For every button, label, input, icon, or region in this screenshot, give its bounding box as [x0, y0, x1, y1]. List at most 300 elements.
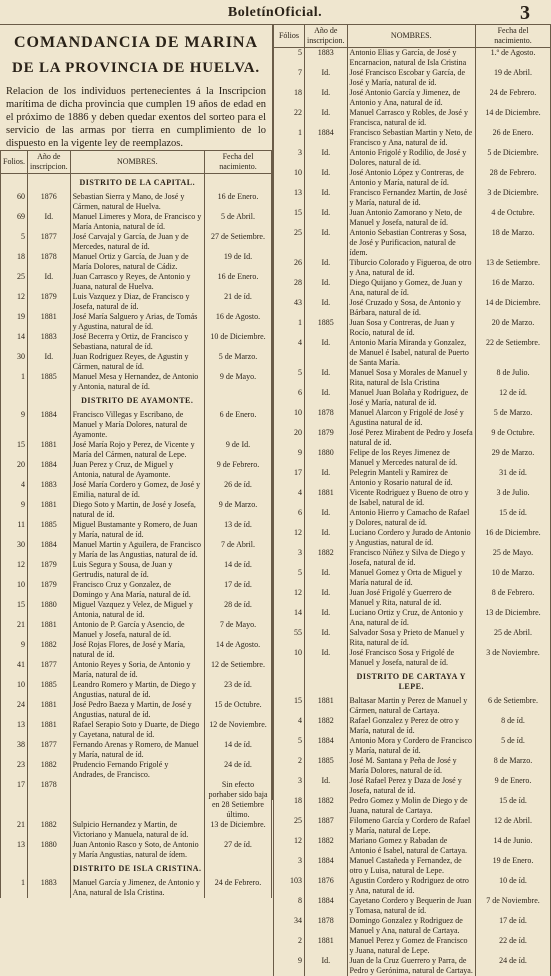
birth-date-cell: 3 de Noviembre. — [476, 648, 551, 668]
folio-cell: 12 — [274, 528, 305, 548]
name-cell: Manuel Perez y Gomez de Francisco y Juana, natural de Lepe. — [347, 936, 475, 956]
table-row — [274, 696, 551, 716]
year-cell: 1882 — [305, 548, 348, 568]
folio-cell: 14 — [1, 332, 28, 352]
folio-cell: 3 — [274, 856, 305, 876]
year-cell: 1885 — [305, 756, 348, 776]
birth-date-cell: 10 de Diciembre. — [205, 332, 272, 352]
name-cell: Manuel Carrasco y Robles, de José y Francisca, natural de íd. — [347, 108, 475, 128]
table-row — [1, 440, 272, 460]
table-row — [274, 608, 551, 628]
year-cell: 1881 — [305, 488, 348, 508]
folio-cell: 1 — [1, 372, 28, 392]
empty-cell — [274, 668, 305, 696]
year-cell: 1887 — [305, 816, 348, 836]
table-row — [1, 332, 272, 352]
folio-cell: 17 — [274, 468, 305, 488]
year-cell: Id. — [305, 108, 348, 128]
table-row — [1, 372, 272, 392]
name-cell: Francisco Villegas y Escribano, de Manuel y María Dolores, natural de Ayamonte. — [70, 410, 204, 440]
page-number: 3 — [520, 2, 530, 24]
year-cell: 1884 — [28, 460, 71, 480]
table-row — [274, 108, 551, 128]
folio-cell: 15 — [1, 440, 28, 460]
year-cell: 1883 — [305, 48, 348, 69]
birth-date-cell: 19 de Abril. — [476, 68, 551, 88]
birth-date-cell: 13 de íd. — [205, 520, 272, 540]
name-cell: Antonio Mora y Cordero de Francisco y María, natural de íd. — [347, 736, 475, 756]
folio-cell: 18 — [274, 796, 305, 816]
birth-date-cell: 5 de íd. — [476, 736, 551, 756]
year-cell: 1879 — [305, 428, 348, 448]
year-cell: 1878 — [305, 408, 348, 428]
name-cell: Rafael Serapio Soto y Duarte, de Diego y Cayetana, natural de íd. — [70, 720, 204, 740]
name-cell: Agustin Cordero y Rodriguez de otro y Ana, natural de íd. — [347, 876, 475, 896]
birth-date-cell: 7 de Noviembre. — [476, 896, 551, 916]
table-row — [274, 388, 551, 408]
folio-cell: 6 — [274, 388, 305, 408]
table-row — [1, 252, 272, 272]
birth-date-cell: 16 de Enero. — [205, 192, 272, 212]
name-cell: José María Cordero y Gomez, de José y Emilia, natural de íd. — [70, 480, 204, 500]
year-cell: 1885 — [28, 520, 71, 540]
birth-date-cell: 9 de Febrero. — [205, 460, 272, 480]
folio-cell: 24 — [1, 700, 28, 720]
table-row — [274, 488, 551, 508]
table-row — [1, 272, 272, 292]
folio-cell: 8 — [274, 896, 305, 916]
folio-cell: 15 — [1, 600, 28, 620]
empty-cell — [1, 174, 28, 193]
year-cell: 1878 — [28, 780, 71, 820]
folio-cell: 18 — [274, 88, 305, 108]
year-cell: Id. — [305, 258, 348, 278]
folio-cell: 20 — [274, 428, 305, 448]
table-row — [274, 796, 551, 816]
folio-cell: 25 — [274, 228, 305, 258]
year-cell: Id. — [305, 338, 348, 368]
table-row — [274, 278, 551, 298]
folio-cell: 5 — [274, 368, 305, 388]
birth-date-cell: 16 de Marzo. — [476, 278, 551, 298]
folio-cell: 9 — [274, 956, 305, 976]
name-cell: Juan Antonio Zamorano y Neto, de Manuel y Josefa, natural de íd. — [347, 208, 475, 228]
birth-date-cell: 9 de Octubre. — [476, 428, 551, 448]
birth-date-cell: 19 de Id. — [205, 252, 272, 272]
name-cell: Felipe de los Reyes Jimenez de Manuel y Mercedes natural de íd. — [347, 448, 475, 468]
folio-cell: 3 — [274, 776, 305, 796]
district-heading: DISTRITO DE AYAMONTE. — [70, 392, 204, 410]
year-cell: 1881 — [28, 500, 71, 520]
birth-date-cell: 12 de Setiembre. — [205, 660, 272, 680]
name-cell: Manuel Limeres y Mora, de Francisco y María Antonia, natural de íd. — [70, 212, 204, 232]
birth-date-cell: 13 de Setiembre. — [476, 258, 551, 278]
folio-cell: 13 — [1, 720, 28, 740]
table-row — [274, 338, 551, 368]
district-heading: DISTRITO DE CARTAYA Y LEPE. — [347, 668, 475, 696]
name-cell: José Rafael Perez y Daza de José y Josefa, natural de íd. — [347, 776, 475, 796]
folio-cell: 10 — [274, 168, 305, 188]
year-cell: 1883 — [28, 480, 71, 500]
birth-date-cell: 15 de íd. — [476, 796, 551, 816]
folio-cell: 14 — [274, 608, 305, 628]
name-cell: Prudencio Fernando Frigolé y Andrades, de Francisco. — [70, 760, 204, 780]
name-cell: José Francisco Escobar y García, de José y María, natural de íd. — [347, 68, 475, 88]
registry-table-left — [0, 150, 272, 898]
table-row — [1, 312, 272, 332]
folio-cell: 21 — [1, 820, 28, 840]
birth-date-cell: 5 de Marzo. — [205, 352, 272, 372]
year-cell: 1880 — [305, 448, 348, 468]
birth-date-cell: 14 de Diciembre. — [476, 108, 551, 128]
table-row — [1, 840, 272, 860]
table-row — [1, 292, 272, 312]
birth-date-cell: 21 de íd. — [205, 292, 272, 312]
year-cell: 1877 — [28, 660, 71, 680]
name-cell: Vicente Rodriguez y Bueno de otro y de Isabel, natural de íd. — [347, 488, 475, 508]
folio-cell: 10 — [1, 680, 28, 700]
table-row — [1, 760, 272, 780]
year-cell: 1881 — [28, 312, 71, 332]
folio-cell: 103 — [274, 876, 305, 896]
folio-cell: 20 — [1, 460, 28, 480]
name-cell: José Rojas Flores, de José y María, natural de íd. — [70, 640, 204, 660]
folio-cell: 4 — [274, 338, 305, 368]
year-cell: 1878 — [305, 916, 348, 936]
district-heading: DISTRITO DE ISLA CRISTINA. — [70, 860, 204, 878]
name-cell: Sulpicio Hernandez y Martin, de Victoriano y Manuela, natural de íd. — [70, 820, 204, 840]
birth-date-cell: 12 de Abril. — [476, 816, 551, 836]
name-cell: Manuel Ortiz y García, de Juan y de María Dolores, natural de Cádiz. — [70, 252, 204, 272]
birth-date-cell: 6 de Enero. — [205, 410, 272, 440]
col-folios: Fólios — [274, 25, 305, 48]
year-cell: 1884 — [28, 540, 71, 560]
name-cell: Manuel Martin y Aguilera, de Francisco y María de las Angustias, natural de íd. — [70, 540, 204, 560]
empty-cell — [28, 174, 71, 193]
year-cell: Id. — [305, 188, 348, 208]
table-row — [1, 620, 272, 640]
name-cell: Miguel Bustamante y Romero, de Juan y María, natural de íd. — [70, 520, 204, 540]
table-row — [274, 568, 551, 588]
table-row — [274, 228, 551, 258]
name-cell: Juan Antonio Rasco y Soto, de Antonio y María Angustias, natural de ídem. — [70, 840, 204, 860]
table-row — [274, 148, 551, 168]
folio-cell: 34 — [274, 916, 305, 936]
table-row — [1, 720, 272, 740]
folio-cell: 23 — [1, 760, 28, 780]
table-row — [1, 410, 272, 440]
folio-cell: 21 — [1, 620, 28, 640]
document-title: COMANDANCIA DE MARINA — [13, 34, 259, 51]
table-row — [274, 716, 551, 736]
year-cell: 1879 — [28, 560, 71, 580]
name-cell: Luis Vazquez y Diaz, de Francisco y Josefa, natural de íd. — [70, 292, 204, 312]
name-cell: Cayetano Cordero y Bequerin de Juan y Tomasa, natural de íd. — [347, 896, 475, 916]
name-cell: Mariano Gomez y Rabadan de Antonio é Isabel, natural de Cartaya. — [347, 836, 475, 856]
name-cell: Francisco Núñez y Silva de Diego y Josefa, natural de íd. — [347, 548, 475, 568]
folio-cell: 13 — [274, 188, 305, 208]
year-cell: Id. — [28, 212, 71, 232]
birth-date-cell: 28 de Febrero. — [476, 168, 551, 188]
birth-date-cell: 13 de Diciembre. — [476, 608, 551, 628]
folio-cell: 43 — [274, 298, 305, 318]
table-row — [274, 588, 551, 608]
table-row — [274, 48, 551, 69]
name-cell: Leandro Romero y Martin, de Diego y Angustias, natural de íd. — [70, 680, 204, 700]
birth-date-cell: 5 de Abril. — [205, 212, 272, 232]
folio-cell: 25 — [1, 272, 28, 292]
table-row — [1, 780, 272, 820]
folio-cell: 1 — [274, 128, 305, 148]
year-cell: Id. — [305, 368, 348, 388]
year-cell: 1885 — [28, 372, 71, 392]
year-cell: 1882 — [28, 820, 71, 840]
birth-date-cell: 27 de íd. — [205, 840, 272, 860]
birth-date-cell: 25 de Mayo. — [476, 548, 551, 568]
table-row — [1, 660, 272, 680]
year-cell: Id. — [305, 956, 348, 976]
table-row — [274, 408, 551, 428]
table-row — [1, 580, 272, 600]
year-cell: 1881 — [28, 720, 71, 740]
birth-date-cell: 9 de Id. — [205, 440, 272, 460]
table-row — [1, 480, 272, 500]
birth-date-cell: 8 de íd. — [476, 716, 551, 736]
name-cell: Manuel Mesa y Hernandez, de Antonio y Antonia, natural de íd. — [70, 372, 204, 392]
col-date: Fecha del nacimiento. — [476, 25, 551, 48]
folio-cell: 4 — [274, 716, 305, 736]
left-column — [0, 24, 272, 897]
year-cell: 1881 — [305, 936, 348, 956]
name-cell: Juan Perez y Cruz, de Miguel y Antonia, natural de Ayamonte. — [70, 460, 204, 480]
birth-date-cell: 9 de Mayo. — [205, 372, 272, 392]
name-cell: Luciano Ortiz y Cruz, de Antonio y Ana, natural de íd. — [347, 608, 475, 628]
table-row — [274, 188, 551, 208]
name-cell: Manuel Castañeda y Fernandez, de otro y Luisa, natural de Lepe. — [347, 856, 475, 876]
table-row — [1, 878, 272, 898]
name-cell: Antonio de P. García y Asencio, de Manuel y Josefa, natural de íd. — [70, 620, 204, 640]
birth-date-cell: 5 de Marzo. — [476, 408, 551, 428]
name-cell: Domingo Gonzalez y Rodriguez de Manuel y Ana, natural de Cartaya. — [347, 916, 475, 936]
name-cell: José Pedro Baeza y Martin, de José y Angustias, natural de íd. — [70, 700, 204, 720]
folio-cell: 4 — [1, 480, 28, 500]
year-cell: Id. — [305, 208, 348, 228]
year-cell: Id. — [305, 468, 348, 488]
folio-cell: 7 — [274, 68, 305, 88]
birth-date-cell: 3 de Diciembre. — [476, 188, 551, 208]
year-cell: 1885 — [28, 680, 71, 700]
name-cell: Pedro Gomez y Molin de Diego y de Juana, natural de Cartaya. — [347, 796, 475, 816]
name-cell: Antonio Reyes y Soria, de Antonio y María, natural de íd. — [70, 660, 204, 680]
folio-cell: 15 — [274, 696, 305, 716]
folio-cell: 10 — [1, 580, 28, 600]
year-cell: 1881 — [305, 696, 348, 716]
year-cell: 1881 — [28, 440, 71, 460]
table-row — [274, 548, 551, 568]
table-row — [274, 896, 551, 916]
empty-cell — [28, 860, 71, 878]
folio-cell: 9 — [274, 448, 305, 468]
year-cell: 1880 — [28, 600, 71, 620]
birth-date-cell: 12 de Noviembre. — [205, 720, 272, 740]
year-cell: Id. — [28, 352, 71, 372]
empty-cell — [205, 392, 272, 410]
year-cell: Id. — [305, 528, 348, 548]
birth-date-cell: 22 de Setiembre. — [476, 338, 551, 368]
col-names: NOMBRES. — [70, 151, 204, 174]
year-cell: Id. — [305, 776, 348, 796]
name-cell: José Perez Mirabent de Pedro y Josefa natural de íd. — [347, 428, 475, 448]
year-cell: 1884 — [305, 128, 348, 148]
name-cell: Manuel Gomez y Orta de Miguel y María natural de íd. — [347, 568, 475, 588]
folio-cell: 6 — [274, 508, 305, 528]
birth-date-cell: 28 de íd. — [205, 600, 272, 620]
year-cell: 1883 — [28, 332, 71, 352]
folio-cell: 38 — [1, 740, 28, 760]
year-cell: 1885 — [305, 318, 348, 338]
name-cell: Luis Segura y Sousa, de Juan y Gertrudis, natural de íd. — [70, 560, 204, 580]
folio-cell: 28 — [274, 278, 305, 298]
table-row — [274, 816, 551, 836]
year-cell: Id. — [28, 272, 71, 292]
birth-date-cell: 16 de Enero. — [205, 272, 272, 292]
folio-cell: 4 — [274, 488, 305, 508]
table-row — [274, 936, 551, 956]
birth-date-cell: 6 de Setiembre. — [476, 696, 551, 716]
birth-date-cell: 10 de Marzo. — [476, 568, 551, 588]
birth-date-cell: 12 de íd. — [476, 388, 551, 408]
year-cell: 1877 — [28, 740, 71, 760]
table-row — [274, 508, 551, 528]
intro-paragraph: Relacion de los individuos pertenecientes á la Inscripcion marítima de dicha provincia que cumplen 19 años de edad en el próximo de 1886 y deben quedar exentos del sorteo para el servicio de las armas por tierra en cumplimiento de lo dispuesto en la vigente ley de reemplazos. — [6, 86, 266, 149]
birth-date-cell: 16 de Diciembre. — [476, 528, 551, 548]
empty-cell — [205, 174, 272, 193]
year-cell: 1881 — [28, 620, 71, 640]
table-row — [274, 298, 551, 318]
table-row — [274, 916, 551, 936]
name-cell: Juan Sosa y Contreras, de Juan y Rocío, natural de íd. — [347, 318, 475, 338]
name-cell: Francisco Sebastian Martin y Neto, de Francisco y Ana, natural de íd. — [347, 128, 475, 148]
birth-date-cell: 26 de íd. — [205, 480, 272, 500]
name-cell: Juan Rodriguez Reyes, de Agustin y Cármen, natural de íd. — [70, 352, 204, 372]
table-row — [274, 856, 551, 876]
col-year: Año de inscripcion. — [28, 151, 71, 174]
folio-cell: 12 — [274, 836, 305, 856]
registry-table-right — [273, 24, 551, 976]
table-row — [1, 600, 272, 620]
birth-date-cell: 17 de íd. — [205, 580, 272, 600]
year-cell: 1879 — [28, 292, 71, 312]
birth-date-cell: 18 de Marzo. — [476, 228, 551, 258]
year-cell: Id. — [305, 298, 348, 318]
year-cell: 1884 — [305, 736, 348, 756]
year-cell: 1881 — [28, 700, 71, 720]
birth-date-cell: 14 de Diciembre. — [476, 298, 551, 318]
year-cell: 1882 — [305, 836, 348, 856]
table-row — [274, 736, 551, 756]
year-cell: 1884 — [305, 896, 348, 916]
name-cell: Manuel Alarcon y Frigolé de José y Agustina natural de íd. — [347, 408, 475, 428]
table-row — [274, 88, 551, 108]
district-heading: DISTRITO DE LA CAPITAL. — [70, 174, 204, 193]
birth-date-cell: 4 de Octubre. — [476, 208, 551, 228]
year-cell: 1882 — [28, 640, 71, 660]
folio-cell: 69 — [1, 212, 28, 232]
table-row — [274, 628, 551, 648]
folio-cell: 22 — [274, 108, 305, 128]
table-row — [274, 876, 551, 896]
birth-date-cell: 14 de Agosto. — [205, 640, 272, 660]
name-cell: Manuel Juan Bolaña y Rodriguez, de José y María, natural de íd. — [347, 388, 475, 408]
table-row — [1, 500, 272, 520]
table-header — [274, 25, 551, 48]
folio-cell: 19 — [1, 312, 28, 332]
name-cell: Antonio Frigolé y Rodilio, de José y Dolores, natural de íd. — [347, 148, 475, 168]
empty-cell — [28, 392, 71, 410]
journal-title: BoletínOficial. — [227, 5, 323, 20]
name-cell: Fernando Arenas y Romero, de Manuel y María, natural de íd. — [70, 740, 204, 760]
birth-date-cell: 13 de Diciembre. — [205, 820, 272, 840]
year-cell: Id. — [305, 148, 348, 168]
birth-date-cell: 31 de íd. — [476, 468, 551, 488]
year-cell: 1877 — [28, 232, 71, 252]
folio-cell: 30 — [1, 352, 28, 372]
name-cell: Juan José Frigolé y Guerrero de Manuel y Rita, natural de íd. — [347, 588, 475, 608]
folio-cell: 1 — [274, 318, 305, 338]
folio-cell: 5 — [274, 568, 305, 588]
table-row — [1, 192, 272, 212]
birth-date-cell: 20 de Marzo. — [476, 318, 551, 338]
year-cell: Id. — [305, 278, 348, 298]
birth-date-cell: 23 de íd. — [205, 680, 272, 700]
folio-cell: 13 — [1, 840, 28, 860]
empty-cell — [205, 860, 272, 878]
name-cell: Diego Soto y Martin, de José y Josefa, natural de íd. — [70, 500, 204, 520]
birth-date-cell: 24 de Febrero. — [476, 88, 551, 108]
year-cell: 1879 — [28, 580, 71, 600]
empty-cell — [305, 668, 348, 696]
year-cell: 1878 — [28, 252, 71, 272]
year-cell: 1882 — [305, 796, 348, 816]
year-cell: Id. — [305, 568, 348, 588]
table-row — [274, 836, 551, 856]
name-cell: Manuel García y Jimenez, de Antonio y Ana, natural de Isla Cristina. — [70, 878, 204, 898]
birth-date-cell: 8 de Marzo. — [476, 756, 551, 776]
table-row — [274, 258, 551, 278]
birth-date-cell: 10 de íd. — [476, 876, 551, 896]
birth-date-cell: 15 de íd. — [476, 508, 551, 528]
birth-date-cell: 25 de Abril. — [476, 628, 551, 648]
year-cell: 1876 — [305, 876, 348, 896]
district-heading-row — [274, 668, 551, 696]
empty-cell — [476, 668, 551, 696]
table-row — [1, 212, 272, 232]
year-cell: Id. — [305, 588, 348, 608]
folio-cell: 12 — [274, 588, 305, 608]
name-cell: José M. Santana y Peña de José y María Dolores, natural de íd. — [347, 756, 475, 776]
right-column — [272, 24, 551, 975]
name-cell: Luciano Cordero y Jurado de Antonio y Angustias, natural de íd. — [347, 528, 475, 548]
folio-cell: 12 — [1, 292, 28, 312]
folio-cell: 1 — [1, 878, 28, 898]
folio-cell: 5 — [274, 48, 305, 69]
birth-date-cell: 5 de Diciembre. — [476, 148, 551, 168]
folio-cell: 60 — [1, 192, 28, 212]
document-subtitle: DE LA PROVINCIA DE HUELVA. — [12, 60, 260, 76]
birth-date-cell: 24 de Febrero. — [205, 878, 272, 898]
name-cell: Diego Quijano y Gomez, de Juan y Ana, natural de íd. — [347, 278, 475, 298]
empty-cell — [1, 860, 28, 878]
